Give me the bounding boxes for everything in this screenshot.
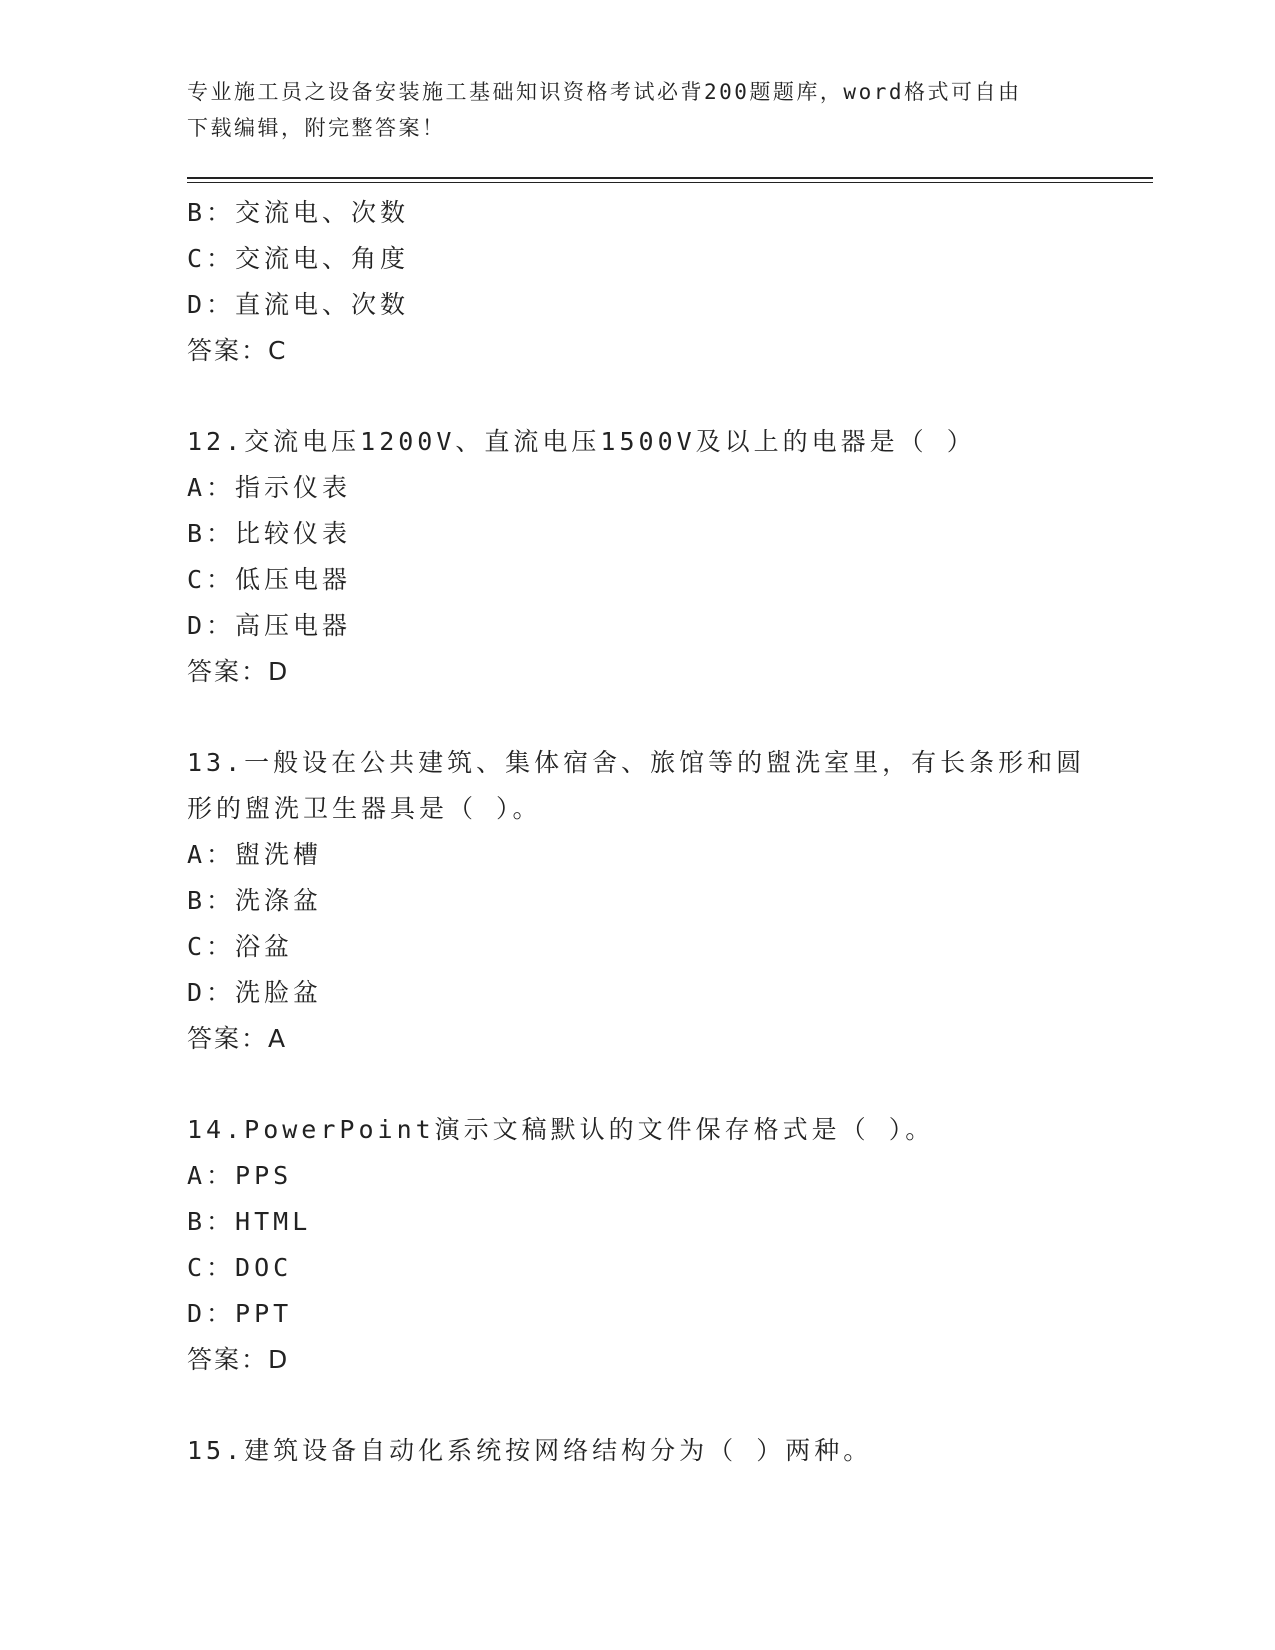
option-d: D：洗脸盆 xyxy=(187,978,323,1007)
option-a: A：盥洗槽 xyxy=(187,840,323,869)
option-c: C：浴盆 xyxy=(187,932,294,961)
answer-line: 答案：D xyxy=(187,657,290,686)
document-header xyxy=(187,74,1087,146)
option-b: B：比较仪表 xyxy=(187,519,352,548)
option-c: C：交流电、角度 xyxy=(187,244,410,273)
header-divider-thick xyxy=(187,177,1153,179)
answer-line: 答案：D xyxy=(187,1345,290,1374)
question-stem: 15.建筑设备自动化系统按网络结构分为（ ）两种。 xyxy=(187,1436,873,1465)
question-15 xyxy=(187,1428,1153,1474)
question-13 xyxy=(187,740,1153,1062)
option-d: D：PPT xyxy=(187,1299,293,1328)
option-b: B：HTML xyxy=(187,1207,312,1236)
answer-line: 答案：A xyxy=(187,1024,288,1053)
question-stem-line-1: 13.一般设在公共建筑、集体宿舍、旅馆等的盥洗室里，有长条形和圆 xyxy=(187,748,1086,777)
option-c: C：低压电器 xyxy=(187,565,352,594)
header-divider-thin xyxy=(187,182,1153,183)
option-a: A：PPS xyxy=(187,1161,293,1190)
header-line-1: 专业施工员之设备安装施工基础知识资格考试必背200题题库，word格式可自由 xyxy=(187,80,1022,104)
answer-line: 答案：C xyxy=(187,336,288,365)
option-b: B：交流电、次数 xyxy=(187,198,410,227)
question-stem-line-2: 形的盥洗卫生器具是（ ）。 xyxy=(187,794,542,823)
option-a: A：指示仪表 xyxy=(187,473,352,502)
option-c: C：DOC xyxy=(187,1253,293,1282)
header-line-2: 下载编辑，附完整答案！ xyxy=(187,116,446,140)
question-12 xyxy=(187,419,1153,695)
option-d: D：直流电、次数 xyxy=(187,290,410,319)
question-stem: 14.PowerPoint演示文稿默认的文件保存格式是（ ）。 xyxy=(187,1115,935,1144)
question-14 xyxy=(187,1107,1153,1383)
option-b: B：洗涤盆 xyxy=(187,886,323,915)
option-d: D：高压电器 xyxy=(187,611,352,640)
question-11-continued xyxy=(187,190,1153,374)
question-list xyxy=(187,190,1153,1474)
question-stem: 12.交流电压1200V、直流电压1500V及以上的电器是（ ） xyxy=(187,427,976,456)
